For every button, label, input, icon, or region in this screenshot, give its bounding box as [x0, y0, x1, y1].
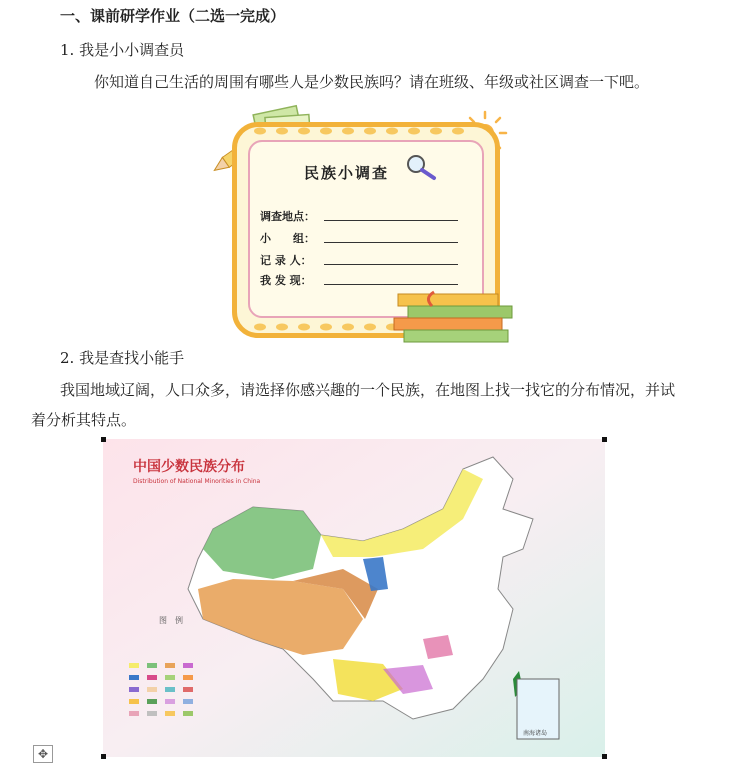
svg-text:南海诸岛: 南海诸岛: [523, 730, 548, 737]
task1-body: 你知道自己生活的周围有哪些人是少数民族吗？请在班级、年级或社区调查一下吧。: [94, 73, 650, 91]
form-label-location: 调查地点：: [260, 210, 315, 223]
resize-handle-br[interactable]: [602, 754, 607, 759]
resize-handle-tr[interactable]: [602, 437, 607, 442]
survey-card: [212, 104, 522, 344]
magnifier-icon: [404, 152, 438, 182]
task2-heading: 2. 我是查找小能手: [60, 349, 185, 367]
form-label-group: 小 组：: [260, 232, 315, 245]
ethnic-map-figure[interactable]: [103, 439, 605, 757]
group-line: [324, 242, 458, 243]
task2-body-line2: 着分析其特点。: [31, 411, 137, 429]
location-line: [324, 220, 458, 221]
findings-line: [324, 284, 458, 285]
svg-text:图 例: 图 例: [159, 616, 183, 625]
move-handle-icon[interactable]: ✥: [33, 745, 53, 763]
task1-heading: 1. 我是小小调查员: [60, 41, 185, 59]
task2-body-line1: 我国地域辽阔，人口众多，请选择你感兴趣的一个民族，在地图上找一找它的分布情况，并试: [60, 381, 676, 399]
resize-handle-bl[interactable]: [101, 754, 106, 759]
form-label-findings: 我 发 现：: [260, 274, 312, 287]
survey-card-title: 民族小调查: [304, 164, 390, 182]
svg-text:Distribution of National Minor: Distribution of National Minorities in China: [133, 478, 261, 485]
book-stack-illustration: [390, 288, 520, 348]
recorder-line: [324, 264, 458, 265]
resize-handle-tl[interactable]: [101, 437, 106, 442]
svg-text:中国少数民族分布: 中国少数民族分布: [133, 459, 245, 475]
dotted-border-top: [248, 126, 488, 136]
map-image: [103, 439, 605, 757]
form-label-recorder: 记 录 人：: [260, 254, 312, 267]
section-title: 一、课前研学作业（二选一完成）: [60, 7, 286, 25]
